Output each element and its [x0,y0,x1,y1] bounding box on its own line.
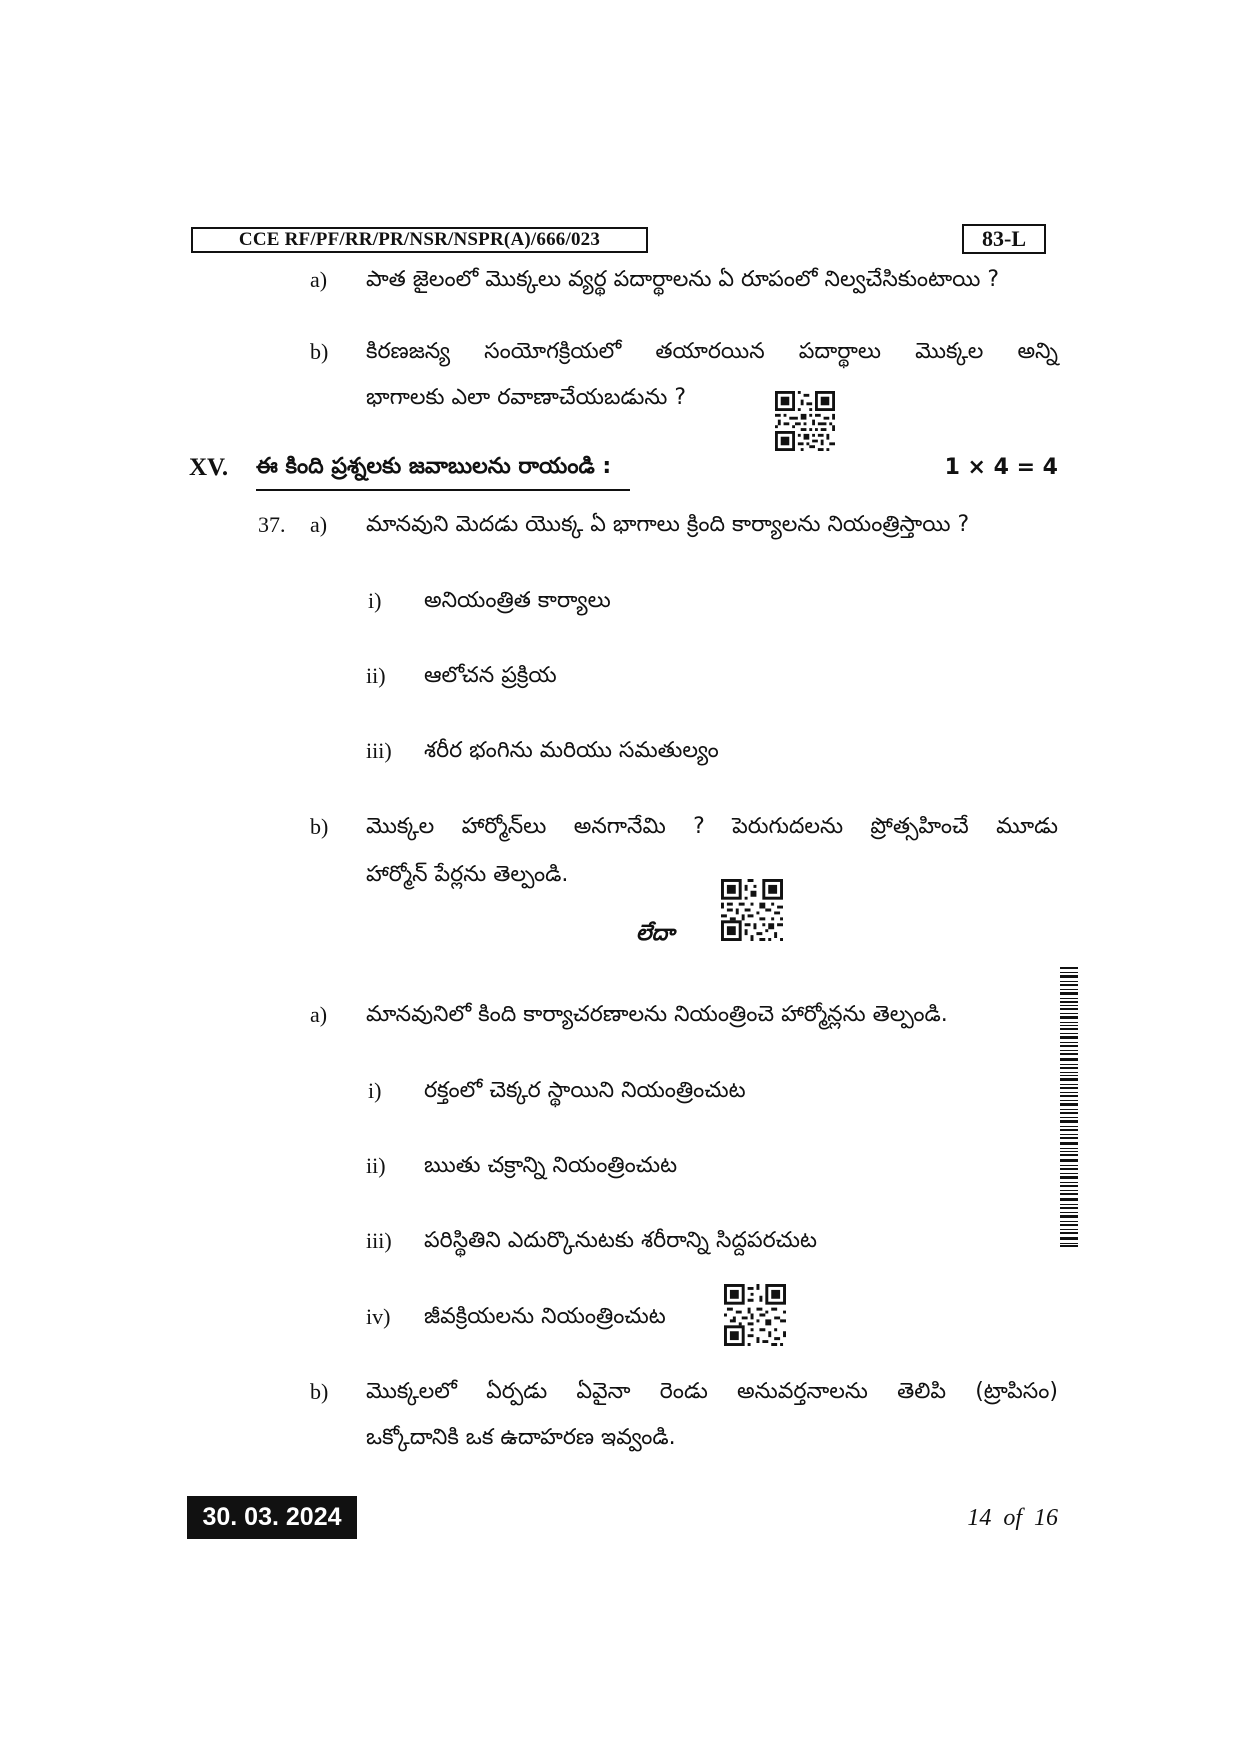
q36-a-text: పాత జైలంలో మొక్కలు వ్యర్థ పదార్థాలను ఏ రూపంలో నిల్వచేసికుంటాయి ? [366,267,1000,292]
q36-b-label: b) [310,339,329,364]
q36-b-line2: భాగాలకు ఎలా రవాణాచేయబడును ? [366,385,687,410]
section-number: XV. [189,454,229,481]
paper-code: 83-L [962,224,1046,254]
q37-a-ii-text: ఆలోచన ప్రక్రియ [424,663,557,688]
q37-alt-a-iv-label: iv) [366,1304,391,1329]
q37-b-label: b) [310,814,329,839]
q37-alt-a-ii-text: ఋతు చక్రాన్ని నియంత్రించుట [424,1153,678,1178]
qr-code-1 [775,391,835,451]
section-marks: 1 × 4 = 4 [944,455,1058,480]
q37-alt-a-iv-text: జీవక్రియలను నియంత్రించుట [424,1304,666,1329]
q37-a-ii-label: ii) [366,663,386,688]
q37-alt-a-iii-text: పరిస్థితిని ఎదుర్కొనుటకు శరీరాన్ని సిద్దపరచుట [424,1228,817,1253]
q37-a-iii-text: శరీర భంగిను మరియు సమతుల్యం [424,738,719,763]
q37-alt-b-line1: మొక్కలలో ఏర్పడు ఏవైనా రెండు అనువర్తనాలను తెలిపి (ట్రాపిసం) [366,1379,1058,1404]
q37-b-line2: హార్మోన్ పేర్లను తెల్పండి. [366,862,569,887]
q37-alt-a-label: a) [310,1002,328,1027]
or-label: లేదా [636,921,675,946]
q37-number: 37. [258,512,286,537]
q37-alt-a-i-text: రక్తంలో చెక్కర స్థాయిని నియంత్రించుట [424,1078,746,1103]
exam-code: CCE RF/PF/RR/PR/NSR/NSPR(A)/666/023 [191,227,648,253]
section-title-underline [256,489,630,491]
q36-b-line1: కిరణజన్య సంయోగక్రియలో తయారయిన పదార్థాలు మొక్కల అన్ని [366,339,1058,364]
q37-a-i-label: i) [368,588,382,613]
q37-alt-b-line2: ఒక్కోదానికి ఒక ఉదాహరణ ఇవ్వండి. [366,1425,676,1450]
q37-alt-a-i-label: i) [368,1078,382,1103]
q37-alt-a-text: మానవునిలో కింది కార్యాచరణాలను నియంత్రించె హార్మోన్లను తెల్పండి. [366,1002,948,1027]
page-number: 14 of 16 [967,1505,1058,1531]
q37-alt-a-ii-label: ii) [366,1153,386,1178]
q37-a-iii-label: iii) [366,738,392,763]
qr-code-2 [721,879,783,941]
q36-a-label: a) [310,267,328,292]
qr-code-3 [724,1284,786,1346]
q37-alt-a-iii-label: iii) [366,1228,392,1253]
q37-a-i-text: అనియంత్రిత కార్యాలు [424,588,611,613]
section-title: ఈ కింది ప్రశ్నలకు జవాబులను రాయండి : [256,454,612,479]
q37-alt-b-label: b) [310,1379,329,1404]
q37-b-line1: మొక్కల హార్మోన్‌లు అనగానేమి ? పెరుగుదలను ప్రోత్సహించే మూడు [366,814,1058,839]
q37-a-text: మానవుని మెదడు యొక్క ఏ భాగాలు క్రింది కార్యాలను నియంత్రిస్తాయి ? [366,512,970,537]
exam-date: 30. 03. 2024 [187,1496,357,1539]
barcode [1060,967,1078,1247]
q37-a-label: a) [310,512,328,537]
